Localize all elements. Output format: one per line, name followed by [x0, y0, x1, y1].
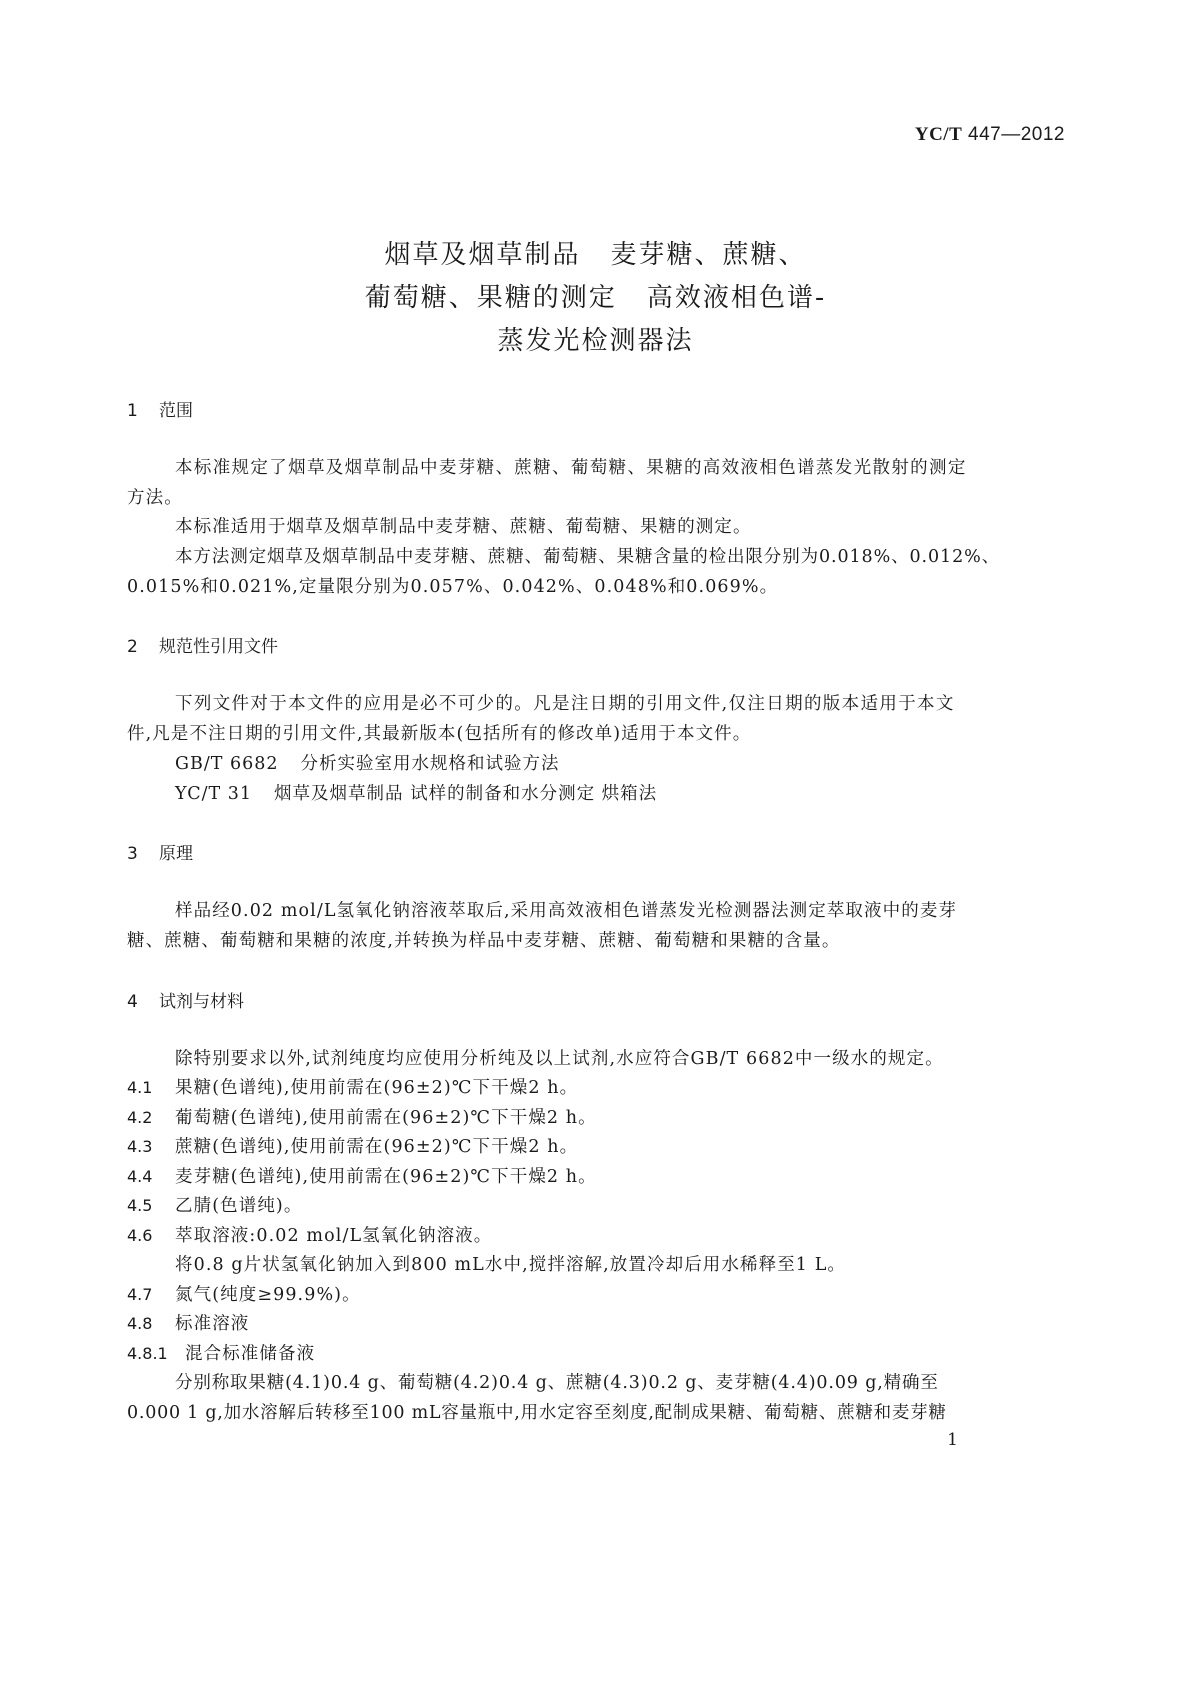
reference-item	[175, 780, 657, 805]
item-number: 4.6	[127, 1226, 153, 1245]
item-number: 4.5	[127, 1196, 153, 1215]
list-item	[127, 1281, 361, 1306]
reference-code: GB/T 6682	[175, 754, 279, 774]
list-item	[127, 1133, 578, 1158]
s4-8-1-line2: 0.000 1 g,加水溶解后转移至100 mL容量瓶中,用水定容至刻度,配制成果糖、葡萄糖、蔗糖和麦芽糖	[127, 1403, 947, 1423]
list-item	[127, 1192, 302, 1217]
section-4-title: 试剂与材料	[159, 992, 244, 1012]
title-line-3-text: 蒸发光检测器法	[497, 326, 694, 356]
list-item	[127, 1074, 578, 1099]
item-text: 蔗糖(色谱纯),使用前需在(96±2)℃下干燥2 h。	[175, 1137, 579, 1157]
section-3-title: 原理	[159, 844, 193, 864]
s4-8-1-line1: 分别称取果糖(4.1)0.4 g、葡萄糖(4.2)0.4 g、蔗糖(4.3)0.2 g、麦芽糖(4.4)0.09 g,精确至	[175, 1373, 939, 1393]
s1-p1-line2: 方法。	[127, 488, 183, 508]
section-1-number: 1	[127, 401, 138, 421]
list-item	[127, 1340, 315, 1365]
reference-code: YC/T 31	[175, 784, 253, 804]
item-number: 4.8	[127, 1314, 153, 1333]
section-2-heading	[127, 632, 278, 657]
item-text: 葡萄糖(色谱纯),使用前需在(96±2)℃下干燥2 h。	[175, 1108, 597, 1128]
s4-intro: 除特别要求以外,试剂纯度均应使用分析纯及以上试剂,水应符合GB/T 6682中一级水的规定。	[175, 1049, 944, 1069]
item-text: 果糖(色谱纯),使用前需在(96±2)℃下干燥2 h。	[175, 1078, 579, 1098]
item-text: 萃取溶液:0.02 mol/L氢氧化钠溶液。	[175, 1226, 493, 1246]
reference-item	[175, 750, 560, 775]
item-number: 4.3	[127, 1137, 153, 1156]
item-number: 4.4	[127, 1167, 153, 1186]
item-number: 4.8.1	[127, 1344, 168, 1363]
list-item	[127, 1222, 492, 1247]
s3-p1-line1: 样品经0.02 mol/L氢氧化钠溶液萃取后,采用高效液相色谱蒸发光检测器法测定萃取液中的麦芽	[175, 901, 958, 921]
reference-name: 分析实验室用水规格和试验方法	[300, 754, 560, 774]
section-1-heading	[127, 396, 193, 421]
list-item	[127, 1104, 597, 1129]
title-line-2a: 葡萄糖、果糖的测定	[364, 283, 617, 313]
section-1-title: 范围	[159, 401, 193, 421]
s1-p3-line2: 0.015%和0.021%,定量限分别为0.057%、0.042%、0.048%和0.069%。	[127, 577, 779, 597]
item-text: 乙腈(色谱纯)。	[175, 1196, 303, 1216]
list-item	[127, 1163, 597, 1188]
title-line-2b: 高效液相色谱-	[646, 283, 827, 313]
section-2-number: 2	[127, 637, 138, 657]
s4-6-note: 将0.8 g片状氢氧化钠加入到800 mL水中,搅拌溶解,放置冷却后用水稀释至1 L。	[175, 1255, 847, 1275]
item-text: 标准溶液	[175, 1314, 250, 1334]
title-line-1a: 烟草及烟草制品	[384, 240, 581, 270]
s1-p1-line1: 本标准规定了烟草及烟草制品中麦芽糖、蔗糖、葡萄糖、果糖的高效液相色谱蒸发光散射的测定	[175, 458, 967, 478]
title-line-2	[0, 277, 1191, 314]
section-4-heading	[127, 987, 244, 1012]
item-text: 麦芽糖(色谱纯),使用前需在(96±2)℃下干燥2 h。	[175, 1167, 597, 1187]
title-line-1	[0, 234, 1191, 271]
item-number: 4.7	[127, 1285, 153, 1304]
s1-p3-line1: 本方法测定烟草及烟草制品中麦芽糖、蔗糖、葡萄糖、果糖含量的检出限分别为0.018%、0.012%、	[175, 547, 1001, 567]
standard-code-prefix: YC/T	[914, 124, 963, 145]
reference-name: 烟草及烟草制品 试样的制备和水分测定 烘箱法	[274, 784, 658, 804]
standard-code-number: 447—2012	[968, 124, 1065, 145]
s2-p1-line1: 下列文件对于本文件的应用是必不可少的。凡是注日期的引用文件,仅注日期的版本适用于本文	[175, 694, 955, 714]
page-number: 1	[947, 1430, 958, 1450]
section-2-title: 规范性引用文件	[159, 637, 278, 657]
s2-p1-line2: 件,凡是不注日期的引用文件,其最新版本(包括所有的修改单)适用于本文件。	[127, 724, 752, 744]
list-item	[127, 1310, 249, 1335]
item-number: 4.1	[127, 1078, 153, 1097]
section-4-number: 4	[127, 992, 138, 1012]
item-text: 混合标准储备液	[185, 1344, 316, 1364]
section-3-heading	[127, 839, 193, 864]
s1-p2: 本标准适用于烟草及烟草制品中麦芽糖、蔗糖、葡萄糖、果糖的测定。	[175, 517, 752, 537]
item-number: 4.2	[127, 1108, 153, 1127]
s3-p1-line2: 糖、蔗糖、葡萄糖和果糖的浓度,并转换为样品中麦芽糖、蔗糖、葡萄糖和果糖的含量。	[127, 931, 841, 951]
section-3-number: 3	[127, 844, 138, 864]
title-line-1b: 麦芽糖、蔗糖、	[610, 240, 807, 270]
item-text: 氮气(纯度≥99.9%)。	[175, 1285, 361, 1305]
standard-code	[915, 124, 1065, 146]
title-line-3	[0, 320, 1191, 357]
